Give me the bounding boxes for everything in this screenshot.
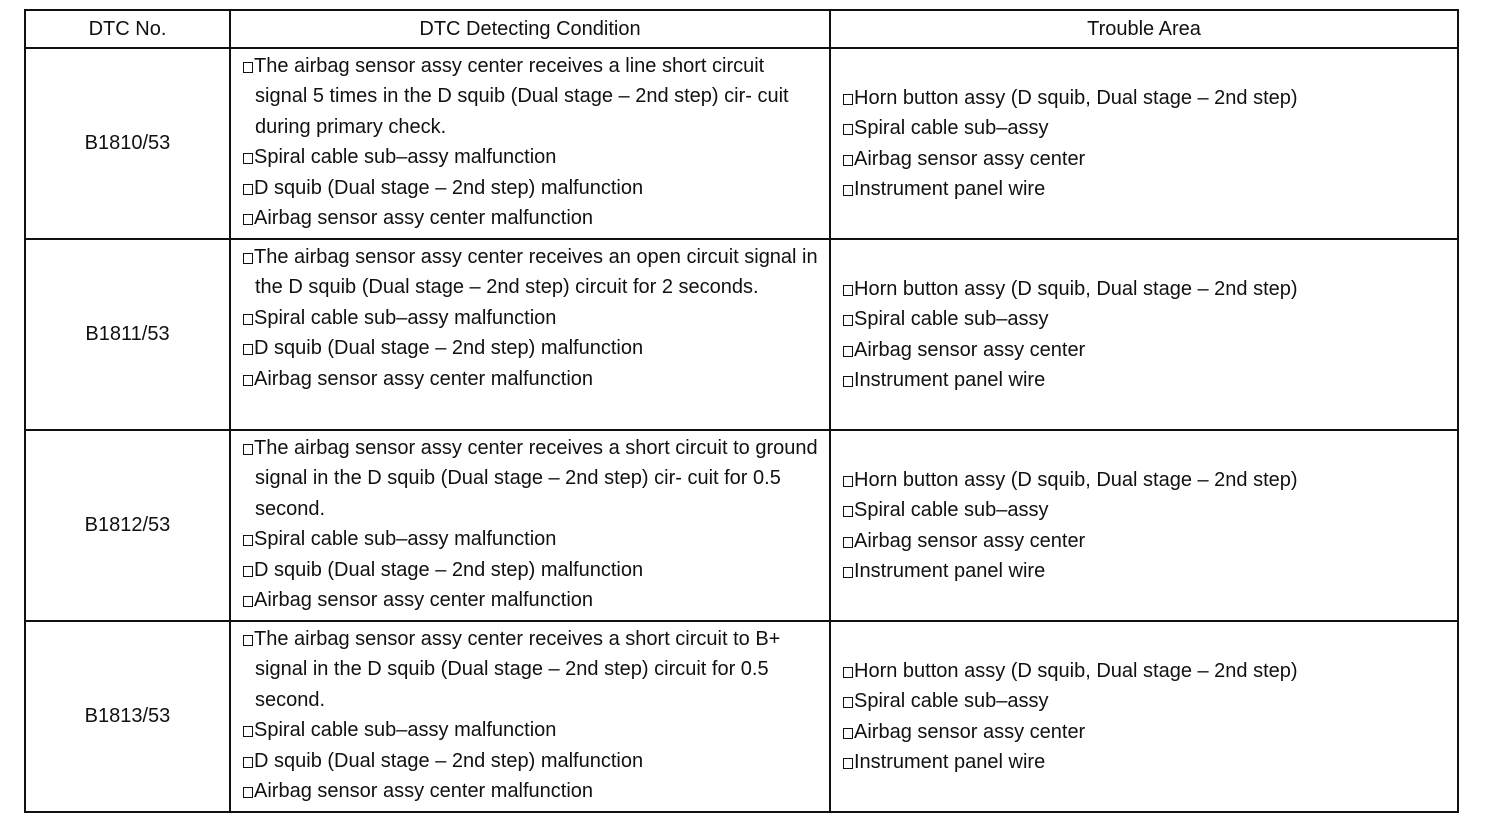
condition-item: Airbag sensor assy center malfunction (243, 776, 821, 806)
condition-item: The airbag sensor assy center receives a short circuit to B+ signal in the D squib (Dual stage – 2nd step) circuit for 0.5 second. (243, 624, 821, 715)
condition-item: Airbag sensor assy center malfunction (243, 364, 821, 394)
checkbox-icon (843, 667, 853, 678)
condition-item: Airbag sensor assy center malfunction (243, 203, 821, 233)
trouble-area-item: Instrument panel wire (843, 747, 1449, 777)
checkbox-icon (843, 567, 853, 578)
trouble-area-item: Spiral cable sub–assy (843, 304, 1449, 334)
table-row (25, 239, 1458, 430)
header-dtc-no: DTC No. (25, 10, 230, 48)
condition-item: Spiral cable sub–assy malfunction (243, 715, 821, 745)
header-row (25, 10, 1458, 48)
checkbox-icon (843, 285, 853, 296)
checkbox-icon (243, 253, 253, 264)
dtc-code: B1811/53 (25, 239, 230, 430)
checkbox-icon (843, 476, 853, 487)
trouble-area-item: Airbag sensor assy center (843, 335, 1449, 365)
checkbox-icon (843, 346, 853, 357)
trouble-area-cell (830, 430, 1458, 621)
table-row (25, 430, 1458, 621)
trouble-area-item: Airbag sensor assy center (843, 144, 1449, 174)
checkbox-icon (843, 185, 853, 196)
checkbox-icon (243, 566, 253, 577)
table-row (25, 621, 1458, 812)
checkbox-icon (843, 537, 853, 548)
condition-item: Spiral cable sub–assy malfunction (243, 142, 821, 172)
checkbox-icon (843, 94, 853, 105)
condition-item: The airbag sensor assy center receives a short circuit to ground signal in the D squib (Dual stage – 2nd step) cir- cuit for 0.5 second. (243, 433, 821, 524)
trouble-area-item: Instrument panel wire (843, 365, 1449, 395)
checkbox-icon (843, 155, 853, 166)
checkbox-icon (243, 62, 253, 73)
trouble-area-item: Horn button assy (D squib, Dual stage – 2nd step) (843, 465, 1449, 495)
checkbox-icon (843, 728, 853, 739)
checkbox-icon (243, 375, 253, 386)
checkbox-icon (843, 697, 853, 708)
checkbox-icon (843, 506, 853, 517)
trouble-area-cell (830, 48, 1458, 239)
checkbox-icon (243, 757, 253, 768)
condition-item: Spiral cable sub–assy malfunction (243, 524, 821, 554)
header-trouble-area: Trouble Area (830, 10, 1458, 48)
condition-cell (230, 239, 830, 430)
checkbox-icon (843, 315, 853, 326)
trouble-area-item: Spiral cable sub–assy (843, 686, 1449, 716)
condition-cell (230, 48, 830, 239)
condition-item: Spiral cable sub–assy malfunction (243, 303, 821, 333)
checkbox-icon (243, 726, 253, 737)
condition-item: D squib (Dual stage – 2nd step) malfunction (243, 333, 821, 363)
checkbox-icon (243, 153, 253, 164)
trouble-area-item: Airbag sensor assy center (843, 526, 1449, 556)
trouble-area-item: Instrument panel wire (843, 556, 1449, 586)
trouble-area-item: Horn button assy (D squib, Dual stage – 2nd step) (843, 656, 1449, 686)
trouble-area-item: Spiral cable sub–assy (843, 495, 1449, 525)
header-detecting-condition: DTC Detecting Condition (230, 10, 830, 48)
dtc-code: B1813/53 (25, 621, 230, 812)
trouble-area-item: Horn button assy (D squib, Dual stage – 2nd step) (843, 83, 1449, 113)
condition-item: The airbag sensor assy center receives a line short circuit signal 5 times in the D squib (Dual stage – 2nd step) cir- cuit during primary check. (243, 51, 821, 142)
checkbox-icon (243, 444, 253, 455)
checkbox-icon (243, 314, 253, 325)
dtc-code: B1810/53 (25, 48, 230, 239)
trouble-area-item: Horn button assy (D squib, Dual stage – 2nd step) (843, 274, 1449, 304)
trouble-area-item: Instrument panel wire (843, 174, 1449, 204)
checkbox-icon (843, 758, 853, 769)
checkbox-icon (243, 596, 253, 607)
trouble-area-item: Spiral cable sub–assy (843, 113, 1449, 143)
checkbox-icon (843, 124, 853, 135)
condition-cell (230, 430, 830, 621)
checkbox-icon (243, 214, 253, 225)
checkbox-icon (243, 535, 253, 546)
checkbox-icon (243, 344, 253, 355)
table-row (25, 48, 1458, 239)
checkbox-icon (243, 184, 253, 195)
trouble-area-cell (830, 239, 1458, 430)
condition-item: The airbag sensor assy center receives an open circuit signal in the D squib (Dual stage – 2nd step) circuit for 2 seconds. (243, 242, 821, 303)
checkbox-icon (843, 376, 853, 387)
dtc-code: B1812/53 (25, 430, 230, 621)
dtc-table (24, 9, 1459, 813)
condition-item: D squib (Dual stage – 2nd step) malfunction (243, 173, 821, 203)
trouble-area-item: Airbag sensor assy center (843, 717, 1449, 747)
condition-cell (230, 621, 830, 812)
trouble-area-cell (830, 621, 1458, 812)
checkbox-icon (243, 787, 253, 798)
condition-item: D squib (Dual stage – 2nd step) malfunction (243, 746, 821, 776)
condition-item: D squib (Dual stage – 2nd step) malfunction (243, 555, 821, 585)
condition-item: Airbag sensor assy center malfunction (243, 585, 821, 615)
checkbox-icon (243, 635, 253, 646)
